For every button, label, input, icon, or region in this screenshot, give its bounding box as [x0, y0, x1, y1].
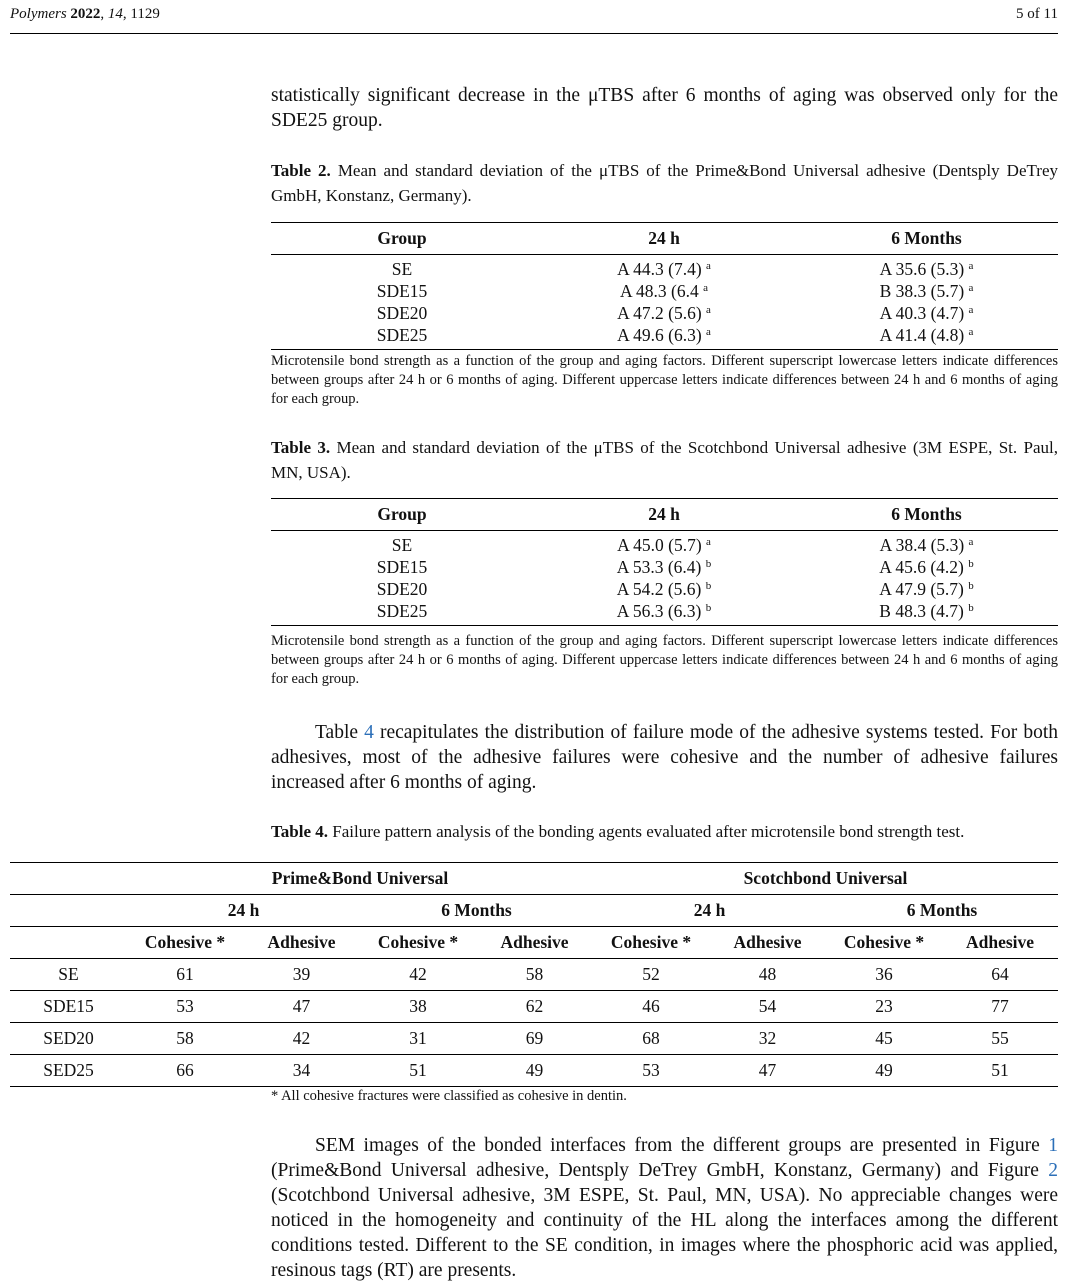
cell-6m: A 47.9 (5.7) $^b$	[879, 578, 974, 599]
cell-value: 42	[243, 1023, 360, 1055]
journal-name: Polymers	[10, 6, 67, 22]
cell-value: 38	[360, 991, 476, 1023]
cell-24h: A 44.3 (7.4) $^a$	[617, 258, 711, 279]
cell-24h: A 53.3 (6.4) $^b$	[616, 556, 712, 577]
cell-value: 68	[593, 1023, 709, 1055]
table4-mode: Cohesive *	[127, 927, 243, 959]
cell-value: 51	[360, 1055, 476, 1087]
figure2-link[interactable]: 2	[1048, 1160, 1058, 1181]
table4-adhesive-scotchbond: Scotchbond Universal	[593, 863, 1058, 895]
cell-6m: B 38.3 (5.7) $^a$	[879, 280, 974, 301]
cell-value: 49	[476, 1055, 593, 1087]
table4-time: 24 h	[127, 895, 360, 927]
cell-value: 55	[942, 1023, 1058, 1055]
table-row	[10, 1055, 1058, 1087]
cell-value: 47	[709, 1055, 826, 1087]
cell-group: SE	[10, 959, 127, 991]
cell-6m: A 40.3 (4.7) $^a$	[879, 302, 974, 323]
table4-mode: Adhesive	[476, 927, 593, 959]
cell-group: SDE20	[376, 302, 428, 323]
cell-value: 66	[127, 1055, 243, 1087]
cell-group: SDE25	[271, 600, 533, 626]
cell-value: 54	[709, 991, 826, 1023]
cell-group: SED20	[10, 1023, 127, 1055]
table2-caption	[271, 158, 1058, 208]
table2-note: Microtensile bond strength as a function of the group and aging factors. Different superscript lowercase letters indicate differences between groups after 24 h or 6 months of aging. Different uppercase letters indicate differences between 24 h and 6 months of aging for each group.	[271, 353, 1058, 407]
table4-link[interactable]: 4	[364, 722, 374, 743]
cell-6m: A 41.4 (4.8) $^a$	[795, 324, 1058, 350]
cell-value: 62	[476, 991, 593, 1023]
table3-caption-text: Mean and standard deviation of the μTBS of the Scotchbond Universal adhesive (3M ESPE, St. Paul, MN, USA).	[271, 438, 1058, 482]
table-row	[10, 959, 1058, 991]
cell-value: 42	[360, 959, 476, 991]
cell-group: SE	[391, 258, 413, 279]
table-row	[271, 302, 1058, 324]
cell-24h: A 48.3 (6.4 $^a$	[619, 280, 708, 301]
table3-header-24h: 24 h	[533, 499, 795, 531]
table3-header-6m: 6 Months	[795, 499, 1058, 531]
cell-value: 51	[942, 1055, 1058, 1087]
table2-header-6m: 6 Months	[795, 223, 1058, 255]
table4-time: 6 Months	[360, 895, 593, 927]
page-number: 5 of 11	[1016, 6, 1058, 22]
cell-value: 45	[826, 1023, 942, 1055]
cell-value: 46	[593, 991, 709, 1023]
sem-paragraph: SEM images of the bonded interfaces from the different groups are presented in Figure 1 (Prime&Bond Universal adhesive, Dentsply DeTrey GmbH, Konstanz, Germany) and Figure 2 (Scotchbond Universal adhesive, 3M ESPE, St. Paul, MN, USA). No appreciable changes were noticed in the homogeneity and continuity of the HL along the interfaces among the different conditions tested. Different to the SE condition, in images where the phosphoric acid was applied, resinous tags (RT) are presents.	[271, 1135, 1058, 1281]
table4-mode: Adhesive	[243, 927, 360, 959]
table3-caption	[271, 435, 1058, 485]
cell-value: 77	[942, 991, 1058, 1023]
table3-label: Table 3.	[271, 438, 331, 457]
table-row	[10, 991, 1058, 1023]
cell-value: 39	[243, 959, 360, 991]
table4-mode: Cohesive *	[593, 927, 709, 959]
table2	[271, 222, 1058, 350]
table4-time: 6 Months	[826, 895, 1058, 927]
intro-paragraph: statistically significant decrease in the μTBS after 6 months of aging was observed only for the SDE25 group.	[271, 85, 1058, 131]
cell-value: 58	[127, 1023, 243, 1055]
table-row	[10, 1023, 1058, 1055]
table2-header-group: Group	[271, 223, 533, 255]
cell-group: SDE15	[376, 556, 428, 577]
table-row	[271, 600, 1058, 626]
cell-group: SDE20	[376, 578, 428, 599]
cell-group: SDE15	[10, 991, 127, 1023]
table4-mode: Adhesive	[942, 927, 1058, 959]
cell-group: SDE25	[271, 324, 533, 350]
cell-value: 69	[476, 1023, 593, 1055]
table4-caption	[271, 819, 1058, 844]
table4-label: Table 4.	[271, 822, 329, 841]
table2-label: Table 2.	[271, 161, 331, 180]
cell-group: SED25	[10, 1055, 127, 1087]
table3	[271, 498, 1058, 626]
table-row	[271, 556, 1058, 578]
table4-mode: Cohesive *	[360, 927, 476, 959]
table4-caption-text: Failure pattern analysis of the bonding agents evaluated after microtensile bond strength test.	[332, 822, 965, 841]
cell-6m: A 35.6 (5.3) $^a$	[879, 258, 974, 279]
cell-value: 64	[942, 959, 1058, 991]
journal-volume: 14	[107, 6, 123, 22]
cell-value: 47	[243, 991, 360, 1023]
failure-mode-paragraph: Table 4 recapitulates the distribution of failure mode of the adhesive systems tested. For both adhesives, most of the adhesive failures were cohesive and the number of adhesive failures increased after 6 months of aging.	[271, 722, 1058, 793]
table4-mode: Cohesive *	[826, 927, 942, 959]
header-rule	[10, 33, 1058, 34]
running-header: Polymers 2022, 14, 1129 5 of 11	[10, 6, 1058, 22]
cell-6m: A 38.4 (5.3) $^a$	[879, 534, 974, 555]
cell-24h: A 54.2 (5.6) $^b$	[616, 578, 712, 599]
table4-time: 24 h	[593, 895, 826, 927]
table-row	[271, 324, 1058, 350]
cell-24h: A 45.0 (5.7) $^a$	[617, 534, 711, 555]
cell-24h: A 56.3 (6.3) $^b$	[533, 600, 795, 626]
cell-value: 61	[127, 959, 243, 991]
cell-24h: A 49.6 (6.3) $^a$	[533, 324, 795, 350]
table4-adhesive-prime-bond: Prime&Bond Universal	[127, 863, 593, 895]
cell-6m: B 48.3 (4.7) $^b$	[795, 600, 1058, 626]
table4-mode: Adhesive	[709, 927, 826, 959]
cell-24h: A 47.2 (5.6) $^a$	[617, 302, 711, 323]
cell-value: 53	[593, 1055, 709, 1087]
journal-year: 2022	[70, 6, 101, 22]
cell-value: 31	[360, 1023, 476, 1055]
figure1-link[interactable]: 1	[1048, 1135, 1058, 1156]
article-number: 1129	[130, 6, 160, 22]
table-row	[271, 531, 1058, 557]
table4	[10, 862, 1058, 1087]
cell-value: 58	[476, 959, 593, 991]
table-row	[271, 255, 1058, 281]
cell-6m: A 45.6 (4.2) $^b$	[879, 556, 974, 577]
cell-value: 34	[243, 1055, 360, 1087]
table-row	[271, 578, 1058, 600]
cell-value: 53	[127, 991, 243, 1023]
cell-value: 48	[709, 959, 826, 991]
table4-footnote: * All cohesive fractures were classified as cohesive in dentin.	[271, 1088, 627, 1104]
cell-group: SDE15	[376, 280, 428, 301]
table3-note: Microtensile bond strength as a function of the group and aging factors. Different superscript lowercase letters indicate differences between groups after 24 h or 6 months of aging. Different uppercase letters indicate differences between 24 h and 6 months of aging for each group.	[271, 633, 1058, 687]
cell-value: 23	[826, 991, 942, 1023]
table2-header-24h: 24 h	[533, 223, 795, 255]
cell-value: 32	[709, 1023, 826, 1055]
cell-value: 49	[826, 1055, 942, 1087]
table-row	[271, 280, 1058, 302]
cell-value: 52	[593, 959, 709, 991]
cell-group: SE	[391, 534, 413, 555]
cell-value: 36	[826, 959, 942, 991]
table2-caption-text: Mean and standard deviation of the μTBS of the Prime&Bond Universal adhesive (Dentsply DeTrey GmbH, Konstanz, Germany).	[271, 161, 1058, 205]
table3-header-group: Group	[271, 499, 533, 531]
